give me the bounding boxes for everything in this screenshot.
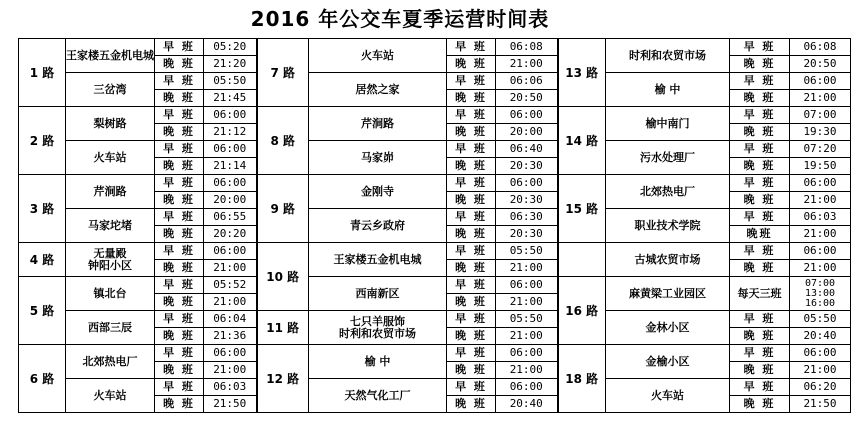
time-cell: 19:50 (790, 158, 851, 175)
shift-late: 晚 班 (155, 124, 204, 141)
time-cell: 07:20 (790, 141, 851, 158)
shift-early: 早 班 (447, 175, 496, 192)
shift-late: 晚 班 (730, 192, 790, 209)
stop-name: 金榆小区 (606, 345, 730, 379)
time-cell: 21:20 (204, 56, 257, 73)
shift-late: 晚 班 (447, 260, 496, 277)
time-cell: 07:00 (790, 107, 851, 124)
shift-early: 早 班 (155, 311, 204, 328)
stop-name: 时利和农贸市场 (606, 39, 730, 73)
time-cell: 06:08 (496, 39, 558, 56)
shift-early: 早 班 (447, 311, 496, 328)
time-cell: 06:00 (204, 345, 257, 362)
shift-early: 早 班 (155, 209, 204, 226)
shift-three-daily: 每天三班 (730, 277, 790, 311)
shift-early: 早 班 (447, 107, 496, 124)
shift-early: 早 班 (730, 39, 790, 56)
shift-late: 晚 班 (447, 192, 496, 209)
stop-name (309, 311, 447, 345)
stop-name: 火车站 (309, 39, 447, 73)
shift-late: 晚 班 (155, 192, 204, 209)
shift-early: 早 班 (155, 175, 204, 192)
route-label: 9 路 (257, 175, 309, 243)
time-cell: 21:00 (496, 294, 558, 311)
time-cell: 06:00 (790, 243, 851, 260)
time-cell: 20:40 (496, 396, 558, 413)
shift-early: 早 班 (155, 243, 204, 260)
shift-late: 晚 班 (155, 56, 204, 73)
route-label: 12 路 (257, 345, 309, 413)
route-label: 8 路 (257, 107, 309, 175)
time-cell: 06:00 (496, 345, 558, 362)
stop-name: 镇北台 (66, 277, 155, 311)
time-cell: 21:00 (790, 226, 851, 243)
stop-name-line: 无量殿 (93, 246, 127, 260)
shift-late: 晚 班 (730, 158, 790, 175)
time-cell: 06:00 (790, 175, 851, 192)
time-cell: 05:50 (204, 73, 257, 90)
shift-late: 晚 班 (730, 396, 790, 413)
time-cell: 05:50 (790, 311, 851, 328)
shift-late: 晚 班 (730, 260, 790, 277)
route-label: 15 路 (558, 175, 606, 243)
route-label: 16 路 (558, 277, 606, 345)
time-cell: 21:00 (790, 362, 851, 379)
stop-name: 天然气化工厂 (309, 379, 447, 413)
stop-name: 污水处理厂 (606, 141, 730, 175)
time-cell: 06:00 (790, 345, 851, 362)
time-cell: 20:30 (496, 226, 558, 243)
stop-name: 居然之家 (309, 73, 447, 107)
stop-name: 北郊热电厂 (66, 345, 155, 379)
shift-late: 晚 班 (447, 396, 496, 413)
route-label: 10 路 (257, 243, 309, 311)
shift-late: 晚 班 (447, 56, 496, 73)
stop-name: 古城农贸市场 (606, 243, 730, 277)
shift-late: 晚 班 (730, 362, 790, 379)
route-label: 5 路 (19, 277, 66, 345)
time-cell: 06:00 (204, 141, 257, 158)
time-cell: 06:00 (496, 107, 558, 124)
time-cell: 06:00 (790, 73, 851, 90)
shift-early: 早 班 (447, 345, 496, 362)
shift-late: 晚 班 (447, 362, 496, 379)
shift-late: 晚 班 (155, 226, 204, 243)
shift-early: 早 班 (730, 141, 790, 158)
stop-name: 芹涧路 (66, 175, 155, 209)
stop-name: 榆 中 (309, 345, 447, 379)
shift-early: 早 班 (155, 277, 204, 294)
stop-name: 王家楼五金机电城 (66, 39, 155, 73)
time-cell: 21:00 (496, 56, 558, 73)
shift-early: 早 班 (447, 243, 496, 260)
stop-name-line: 钟阳小区 (88, 258, 132, 272)
time-cell: 20:20 (204, 226, 257, 243)
time-cell: 21:00 (496, 328, 558, 345)
shift-early: 早 班 (730, 311, 790, 328)
time-cell: 05:52 (204, 277, 257, 294)
shift-late: 晚 班 (155, 294, 204, 311)
stop-name: 青云乡政府 (309, 209, 447, 243)
time-cell: 06:20 (790, 379, 851, 396)
time-cell: 06:40 (496, 141, 558, 158)
stop-name-line: 时利和农贸市场 (339, 326, 416, 340)
stop-name: 火车站 (606, 379, 730, 413)
time-cell: 06:00 (204, 243, 257, 260)
time-cell: 20:50 (496, 90, 558, 107)
stop-name (66, 243, 155, 277)
shift-early: 早 班 (447, 73, 496, 90)
time-cell: 06:00 (496, 175, 558, 192)
route-label: 1 路 (19, 39, 66, 107)
route-label: 7 路 (257, 39, 309, 107)
time-cell: 20:30 (496, 192, 558, 209)
time-cell: 20:00 (496, 124, 558, 141)
stop-name-line: 七只羊服饰 (350, 314, 405, 328)
time-cell: 05:20 (204, 39, 257, 56)
stop-name: 北郊热电厂 (606, 175, 730, 209)
stop-name: 梨树路 (66, 107, 155, 141)
route-label: 11 路 (257, 311, 309, 345)
stop-name: 榆 中 (606, 73, 730, 107)
shift-early: 早 班 (730, 243, 790, 260)
time-cell: 21:00 (790, 192, 851, 209)
time-cell: 06:55 (204, 209, 257, 226)
shift-late: 晚 班 (447, 294, 496, 311)
route-label: 13 路 (558, 39, 606, 107)
stop-name: 麻黄梁工业园区 (606, 277, 730, 311)
shift-late: 晚 班 (447, 158, 496, 175)
stop-name: 王家楼五金机电城 (309, 243, 447, 277)
shift-late: 晚 班 (447, 328, 496, 345)
time-cell: 19:30 (790, 124, 851, 141)
shift-late: 晚 班 (447, 226, 496, 243)
shift-early: 早 班 (730, 175, 790, 192)
time-cell: 06:00 (204, 175, 257, 192)
route-label: 14 路 (558, 107, 606, 175)
stop-name: 火车站 (66, 141, 155, 175)
time-cell: 21:00 (496, 362, 558, 379)
time-cell: 06:00 (204, 107, 257, 124)
time-line: 13:00 (804, 287, 836, 299)
shift-early: 早 班 (155, 345, 204, 362)
shift-late: 晚 班 (730, 90, 790, 107)
stop-name: 西南新区 (309, 277, 447, 311)
time-cell: 21:00 (204, 294, 257, 311)
time-cell: 06:08 (790, 39, 851, 56)
stop-name: 三岔湾 (66, 73, 155, 107)
shift-early: 早 班 (155, 107, 204, 124)
time-line: 07:00 (804, 277, 836, 289)
shift-late: 晚 班 (155, 158, 204, 175)
time-cell: 21:14 (204, 158, 257, 175)
route-label-empty (558, 243, 606, 277)
time-cell: 21:00 (790, 90, 851, 107)
shift-late: 晚 班 (155, 260, 204, 277)
time-cell: 06:04 (204, 311, 257, 328)
shift-late: 晚 班 (155, 362, 204, 379)
shift-early: 早 班 (730, 379, 790, 396)
shift-early: 早 班 (447, 379, 496, 396)
time-cell: 21:50 (790, 396, 851, 413)
stop-name: 榆中南门 (606, 107, 730, 141)
route-label: 6 路 (19, 345, 66, 413)
shift-early: 早 班 (730, 107, 790, 124)
shift-early: 早 班 (447, 39, 496, 56)
time-cell: 21:00 (496, 260, 558, 277)
time-cell: 21:00 (204, 260, 257, 277)
stop-name: 职业技术学院 (606, 209, 730, 243)
shift-late: 晚班 (730, 226, 790, 243)
shift-late: 晚 班 (730, 328, 790, 345)
time-cell: 06:03 (204, 379, 257, 396)
shift-early: 早 班 (155, 39, 204, 56)
shift-late: 晚 班 (447, 90, 496, 107)
time-cell: 06:03 (790, 209, 851, 226)
stop-name: 马家峁 (309, 141, 447, 175)
stop-name: 金林小区 (606, 311, 730, 345)
time-cell: 06:30 (496, 209, 558, 226)
shift-early: 早 班 (730, 209, 790, 226)
shift-late: 晚 班 (447, 124, 496, 141)
shift-late: 晚 班 (155, 90, 204, 107)
time-cell: 05:50 (496, 311, 558, 328)
time-cell: 06:00 (496, 277, 558, 294)
time-cell: 05:50 (496, 243, 558, 260)
shift-late: 晚 班 (730, 124, 790, 141)
shift-early: 早 班 (155, 141, 204, 158)
time-cell: 21:50 (204, 396, 257, 413)
time-cell: 21:00 (790, 260, 851, 277)
route-label: 4 路 (19, 243, 66, 277)
time-cell: 21:00 (204, 362, 257, 379)
time-cell: 20:30 (496, 158, 558, 175)
time-cell: 21:36 (204, 328, 257, 345)
shift-late: 晚 班 (730, 56, 790, 73)
stop-name: 芹涧路 (309, 107, 447, 141)
shift-early: 早 班 (447, 277, 496, 294)
shift-early: 早 班 (447, 209, 496, 226)
time-cell: 20:00 (204, 192, 257, 209)
time-cell: 20:50 (790, 56, 851, 73)
time-cell: 06:06 (496, 73, 558, 90)
shift-early: 早 班 (447, 141, 496, 158)
route-label: 3 路 (19, 175, 66, 243)
stop-name: 火车站 (66, 379, 155, 413)
stop-name: 金刚寺 (309, 175, 447, 209)
page-title: 2016 年公交车夏季运营时间表 (250, 7, 550, 31)
time-cell (790, 277, 851, 311)
stop-name: 马家坨堵 (66, 209, 155, 243)
stop-name: 西部三辰 (66, 311, 155, 345)
route-label: 18 路 (558, 345, 606, 413)
schedule-table (18, 38, 851, 413)
time-cell: 06:00 (496, 379, 558, 396)
shift-early: 早 班 (155, 73, 204, 90)
shift-early: 早 班 (155, 379, 204, 396)
time-line: 16:00 (804, 297, 836, 309)
shift-early: 早 班 (730, 345, 790, 362)
shift-early: 早 班 (730, 73, 790, 90)
time-cell: 21:45 (204, 90, 257, 107)
route-label: 2 路 (19, 107, 66, 175)
shift-late: 晚 班 (155, 328, 204, 345)
shift-late: 晚 班 (155, 396, 204, 413)
time-cell: 20:40 (790, 328, 851, 345)
time-cell: 21:12 (204, 124, 257, 141)
